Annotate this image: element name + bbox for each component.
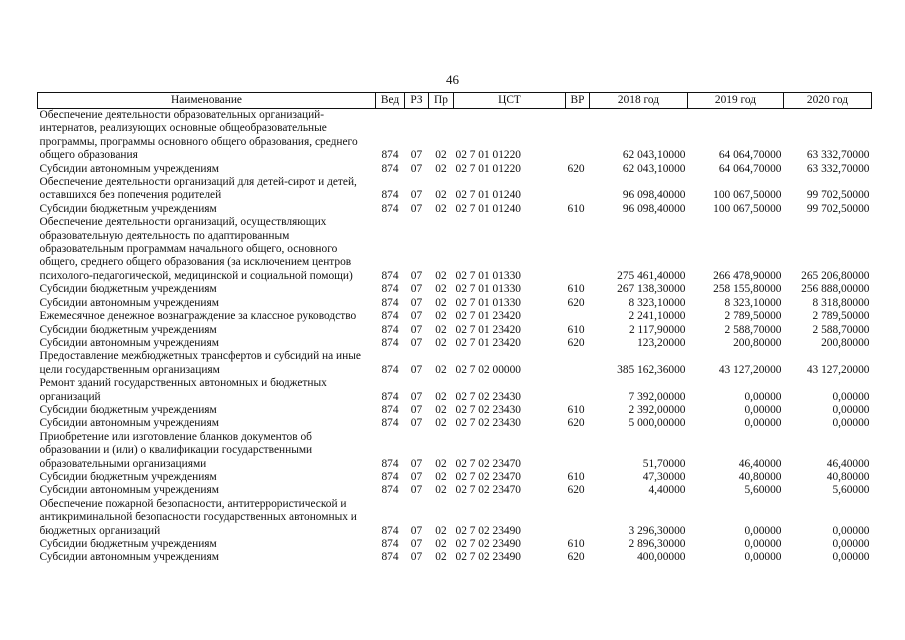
- cell-y2018: 2 392,00000: [628, 403, 686, 416]
- table-row: [38, 498, 872, 538]
- table-body: [38, 109, 872, 565]
- cell-rz: 07: [410, 189, 423, 202]
- cell-vr: 610: [567, 470, 585, 483]
- cell-y2020: 256 888,00000: [801, 283, 870, 296]
- cell-y2020: 0,00000: [832, 417, 870, 430]
- cell-y2019: 0,00000: [744, 417, 782, 430]
- cell-rz: 07: [410, 484, 423, 497]
- cell-vr: 610: [567, 403, 585, 416]
- cell-name: Субсидии автономным учреждениям: [39, 336, 219, 349]
- cell-y2018: 2 117,90000: [628, 323, 686, 336]
- cell-rz: 07: [410, 390, 423, 403]
- cell-pr: 02: [435, 524, 447, 537]
- cell-vr: [566, 109, 590, 163]
- cell-pr: 02: [435, 149, 447, 162]
- cell-y2019: 100 067,50000: [713, 202, 782, 215]
- cell-ved: 874: [381, 390, 399, 403]
- cell-y2019: 2 588,70000: [724, 323, 782, 336]
- cell-vr: 610: [567, 538, 585, 550]
- cell-vr: [566, 350, 590, 377]
- cell-cst: 02 7 01 23420: [455, 336, 521, 349]
- cell-pr: 02: [435, 296, 447, 309]
- table-row: [38, 404, 872, 417]
- cell-cst: 02 7 02 23490: [455, 538, 521, 550]
- cell-y2020: 2 789,50000: [812, 310, 870, 323]
- table-row: [38, 538, 872, 551]
- cell-rz: 07: [410, 403, 423, 416]
- cell-rz: 07: [410, 162, 423, 175]
- cell-pr: 02: [435, 269, 447, 282]
- table-row: [38, 203, 872, 216]
- cell-rz: 07: [410, 323, 423, 336]
- cell-name: Обеспечение деятельности организаций, осуществляющих образовательную деятельность по адаптированным образовательным программам начального общего, основного общего, среднего общего образования (за исключением центров психолого-педагогической, медицинской и социальной помощи): [39, 216, 353, 282]
- cell-cst: 02 7 02 23470: [455, 470, 521, 483]
- cell-y2018: 267 138,30000: [617, 283, 686, 296]
- cell-y2018: 96 098,40000: [622, 202, 686, 215]
- cell-vr: [566, 176, 590, 203]
- cell-name: Субсидии бюджетным учреждениям: [39, 283, 217, 296]
- cell-pr: 02: [435, 162, 447, 175]
- cell-rz: 07: [410, 202, 423, 215]
- table-row: [38, 324, 872, 337]
- cell-y2018: 275 461,40000: [617, 269, 686, 282]
- cell-pr: 02: [435, 323, 447, 336]
- header-pr: Пр: [429, 93, 454, 109]
- cell-ved: 874: [381, 524, 399, 537]
- header-vr: ВР: [566, 93, 590, 109]
- cell-y2019: 8 323,10000: [724, 296, 782, 309]
- cell-y2018: 62 043,10000: [622, 149, 686, 162]
- cell-y2019: 0,00000: [744, 551, 782, 564]
- cell-y2019: 5,60000: [744, 484, 782, 497]
- cell-ved: 874: [381, 363, 399, 376]
- cell-cst: 02 7 01 23420: [455, 310, 521, 323]
- cell-rz: 07: [410, 149, 423, 162]
- cell-rz: 07: [410, 524, 423, 537]
- cell-cst: 02 7 02 23430: [455, 403, 521, 416]
- cell-y2020: 99 702,50000: [806, 189, 870, 202]
- cell-pr: 02: [435, 403, 447, 416]
- table-row: [38, 484, 872, 497]
- cell-pr: 02: [435, 457, 447, 470]
- cell-ved: 874: [381, 310, 399, 323]
- cell-name: Субсидии автономным учреждениям: [39, 484, 219, 497]
- cell-ved: 874: [381, 484, 399, 497]
- cell-vr: 620: [567, 296, 585, 309]
- cell-pr: 02: [435, 189, 447, 202]
- cell-y2020: 2 588,70000: [812, 323, 870, 336]
- cell-name: Приобретение или изготовление бланков документов об образовании и (или) о квалификации государственными образовательными организациями: [39, 430, 313, 470]
- cell-cst: 02 7 02 23430: [455, 417, 521, 430]
- table-row: [38, 176, 872, 203]
- header-2018: 2018 год: [590, 93, 688, 109]
- cell-cst: 02 7 02 23470: [455, 457, 521, 470]
- header-name: Наименование: [38, 93, 376, 109]
- cell-name: Субсидии автономным учреждениям: [39, 551, 219, 564]
- cell-y2019: 200,80000: [733, 336, 782, 349]
- cell-y2019: 0,00000: [744, 538, 782, 550]
- cell-ved: 874: [381, 283, 399, 296]
- table-row: [38, 337, 872, 350]
- header-ved: Вед: [376, 93, 405, 109]
- table-row: [38, 109, 872, 163]
- cell-vr: 620: [567, 417, 585, 430]
- cell-vr: 610: [567, 283, 585, 296]
- cell-rz: 07: [410, 457, 423, 470]
- cell-rz: 07: [410, 470, 423, 483]
- cell-vr: 620: [567, 551, 585, 564]
- cell-y2019: 0,00000: [744, 390, 782, 403]
- cell-ved: 874: [381, 403, 399, 416]
- cell-rz: 07: [410, 417, 423, 430]
- cell-cst: 02 7 02 00000: [455, 363, 521, 376]
- cell-y2020: 99 702,50000: [806, 202, 870, 215]
- cell-name: Субсидии автономным учреждениям: [39, 417, 219, 430]
- cell-ved: 874: [381, 149, 399, 162]
- cell-name: Субсидии бюджетным учреждениям: [39, 538, 217, 550]
- table-row: [38, 431, 872, 471]
- cell-pr: 02: [435, 310, 447, 323]
- cell-y2020: 5,60000: [832, 484, 870, 497]
- header-2019: 2019 год: [688, 93, 784, 109]
- cell-ved: 874: [381, 336, 399, 349]
- cell-rz: 07: [410, 538, 423, 550]
- table-row: [38, 310, 872, 323]
- cell-cst: 02 7 02 23490: [455, 524, 521, 537]
- cell-pr: 02: [435, 336, 447, 349]
- cell-name: Ежемесячное денежное вознаграждение за классное руководство: [39, 310, 357, 323]
- cell-vr: [566, 377, 590, 404]
- header-rz: РЗ: [405, 93, 429, 109]
- cell-name: Ремонт зданий государственных автономных и бюджетных организаций: [39, 377, 327, 403]
- cell-ved: 874: [381, 538, 399, 550]
- cell-y2018: 62 043,10000: [622, 162, 686, 175]
- cell-pr: 02: [435, 202, 447, 215]
- cell-name: Субсидии автономным учреждениям: [39, 162, 219, 175]
- cell-y2020: 265 206,80000: [801, 269, 870, 282]
- cell-pr: 02: [435, 390, 447, 403]
- cell-rz: 07: [410, 283, 423, 296]
- cell-rz: 07: [410, 269, 423, 282]
- table-row: [38, 551, 872, 564]
- cell-y2019: 266 478,90000: [713, 269, 782, 282]
- cell-vr: 610: [567, 323, 585, 336]
- cell-rz: 07: [410, 336, 423, 349]
- cell-cst: 02 7 01 01240: [455, 202, 521, 215]
- cell-y2019: 64 064,70000: [718, 162, 782, 175]
- cell-y2019: 40,80000: [738, 470, 782, 483]
- cell-y2020: 43 127,20000: [806, 363, 870, 376]
- table-row: [38, 163, 872, 176]
- cell-y2019: 2 789,50000: [724, 310, 782, 323]
- cell-y2019: 64 064,70000: [718, 149, 782, 162]
- table-row: [38, 417, 872, 430]
- cell-vr: 610: [567, 202, 585, 215]
- cell-y2018: 5 000,00000: [628, 417, 686, 430]
- cell-name: Обеспечение деятельности организаций для детей-сирот и детей, оставшихся без попечения родителей: [39, 176, 357, 202]
- cell-y2018: 4,40000: [648, 484, 686, 497]
- cell-y2020: 0,00000: [832, 538, 870, 550]
- table-header: [38, 93, 872, 109]
- header-row: [38, 93, 872, 109]
- cell-y2019: 100 067,50000: [713, 189, 782, 202]
- cell-cst: 02 7 01 01220: [455, 149, 521, 162]
- cell-vr: 620: [567, 484, 585, 497]
- cell-y2020: 8 318,80000: [812, 296, 870, 309]
- cell-vr: [566, 498, 590, 538]
- cell-y2018: 8 323,10000: [628, 296, 686, 309]
- cell-y2018: 123,20000: [637, 336, 686, 349]
- cell-ved: 874: [381, 551, 399, 564]
- cell-rz: 07: [410, 310, 423, 323]
- cell-cst: 02 7 01 01220: [455, 162, 521, 175]
- page-number: 46: [446, 72, 459, 87]
- table-row: [38, 377, 872, 404]
- cell-rz: 07: [410, 551, 423, 564]
- cell-vr: [566, 216, 590, 283]
- cell-cst: 02 7 01 01330: [455, 269, 521, 282]
- cell-name: Субсидии автономным учреждениям: [39, 296, 219, 309]
- table-row: [38, 297, 872, 310]
- cell-y2020: 63 332,70000: [806, 162, 870, 175]
- cell-y2020: 0,00000: [832, 390, 870, 403]
- table-row: [38, 350, 872, 377]
- cell-y2019: 0,00000: [744, 403, 782, 416]
- cell-y2020: 200,80000: [821, 336, 870, 349]
- cell-vr: 620: [567, 336, 585, 349]
- cell-y2018: 400,00000: [637, 551, 686, 564]
- cell-pr: 02: [435, 363, 447, 376]
- cell-y2020: 0,00000: [832, 524, 870, 537]
- table-row: [38, 471, 872, 484]
- cell-cst: 02 7 02 23490: [455, 551, 521, 564]
- cell-cst: 02 7 01 01330: [455, 296, 521, 309]
- cell-ved: 874: [381, 470, 399, 483]
- cell-ved: 874: [381, 457, 399, 470]
- cell-y2018: 2 241,10000: [628, 310, 686, 323]
- cell-y2018: 2 896,30000: [628, 538, 686, 550]
- cell-vr: [566, 431, 590, 471]
- cell-pr: 02: [435, 417, 447, 430]
- cell-y2018: 51,70000: [642, 457, 686, 470]
- cell-name: Субсидии бюджетным учреждениям: [39, 202, 217, 215]
- cell-y2019: 0,00000: [744, 524, 782, 537]
- cell-cst: 02 7 02 23470: [455, 484, 521, 497]
- cell-cst: 02 7 01 23420: [455, 323, 521, 336]
- cell-ved: 874: [381, 202, 399, 215]
- cell-y2020: 46,40000: [826, 457, 870, 470]
- cell-y2019: 46,40000: [738, 457, 782, 470]
- cell-y2020: 0,00000: [832, 403, 870, 416]
- cell-y2020: 0,00000: [832, 551, 870, 564]
- cell-y2018: 96 098,40000: [622, 189, 686, 202]
- cell-y2019: 258 155,80000: [713, 283, 782, 296]
- cell-vr: 620: [567, 162, 585, 175]
- cell-rz: 07: [410, 296, 423, 309]
- table-row: [38, 216, 872, 283]
- cell-y2018: 3 296,30000: [628, 524, 686, 537]
- cell-name: Предоставление межбюджетных трансфертов и субсидий на иные цели государственным организациям: [39, 350, 361, 376]
- cell-name: Субсидии бюджетным учреждениям: [39, 323, 217, 336]
- cell-rz: 07: [410, 363, 423, 376]
- cell-cst: 02 7 02 23430: [455, 390, 521, 403]
- cell-ved: 874: [381, 296, 399, 309]
- cell-cst: 02 7 01 01240: [455, 189, 521, 202]
- cell-ved: 874: [381, 323, 399, 336]
- cell-y2020: 40,80000: [826, 470, 870, 483]
- cell-y2018: 385 162,36000: [617, 363, 686, 376]
- table-row: [38, 283, 872, 296]
- cell-ved: 874: [381, 269, 399, 282]
- header-cst: ЦСТ: [454, 93, 566, 109]
- cell-y2019: 43 127,20000: [718, 363, 782, 376]
- cell-y2020: 63 332,70000: [806, 149, 870, 162]
- budget-table: [37, 92, 872, 565]
- cell-y2018: 7 392,00000: [628, 390, 686, 403]
- cell-pr: 02: [435, 283, 447, 296]
- cell-pr: 02: [435, 484, 447, 497]
- scan-artifact: [360, 630, 780, 636]
- cell-ved: 874: [381, 162, 399, 175]
- cell-name: Субсидии бюджетным учреждениям: [39, 470, 217, 483]
- cell-vr: [566, 310, 590, 323]
- cell-pr: 02: [435, 538, 447, 550]
- cell-ved: 874: [381, 189, 399, 202]
- cell-pr: 02: [435, 551, 447, 564]
- cell-name: Субсидии бюджетным учреждениям: [39, 403, 217, 416]
- cell-y2018: 47,30000: [642, 470, 686, 483]
- cell-cst: 02 7 01 01330: [455, 283, 521, 296]
- header-2020: 2020 год: [784, 93, 872, 109]
- cell-name: Обеспечение пожарной безопасности, антитеррористической и антикриминальной безопасности государственных автономных и бюджетных организаций: [39, 497, 357, 537]
- cell-ved: 874: [381, 417, 399, 430]
- cell-pr: 02: [435, 470, 447, 483]
- cell-name: Обеспечение деятельности образовательных организаций-интернатов, реализующих основные общеобразовательные программы, программы основного общего образования, среднего общего образования: [39, 109, 358, 162]
